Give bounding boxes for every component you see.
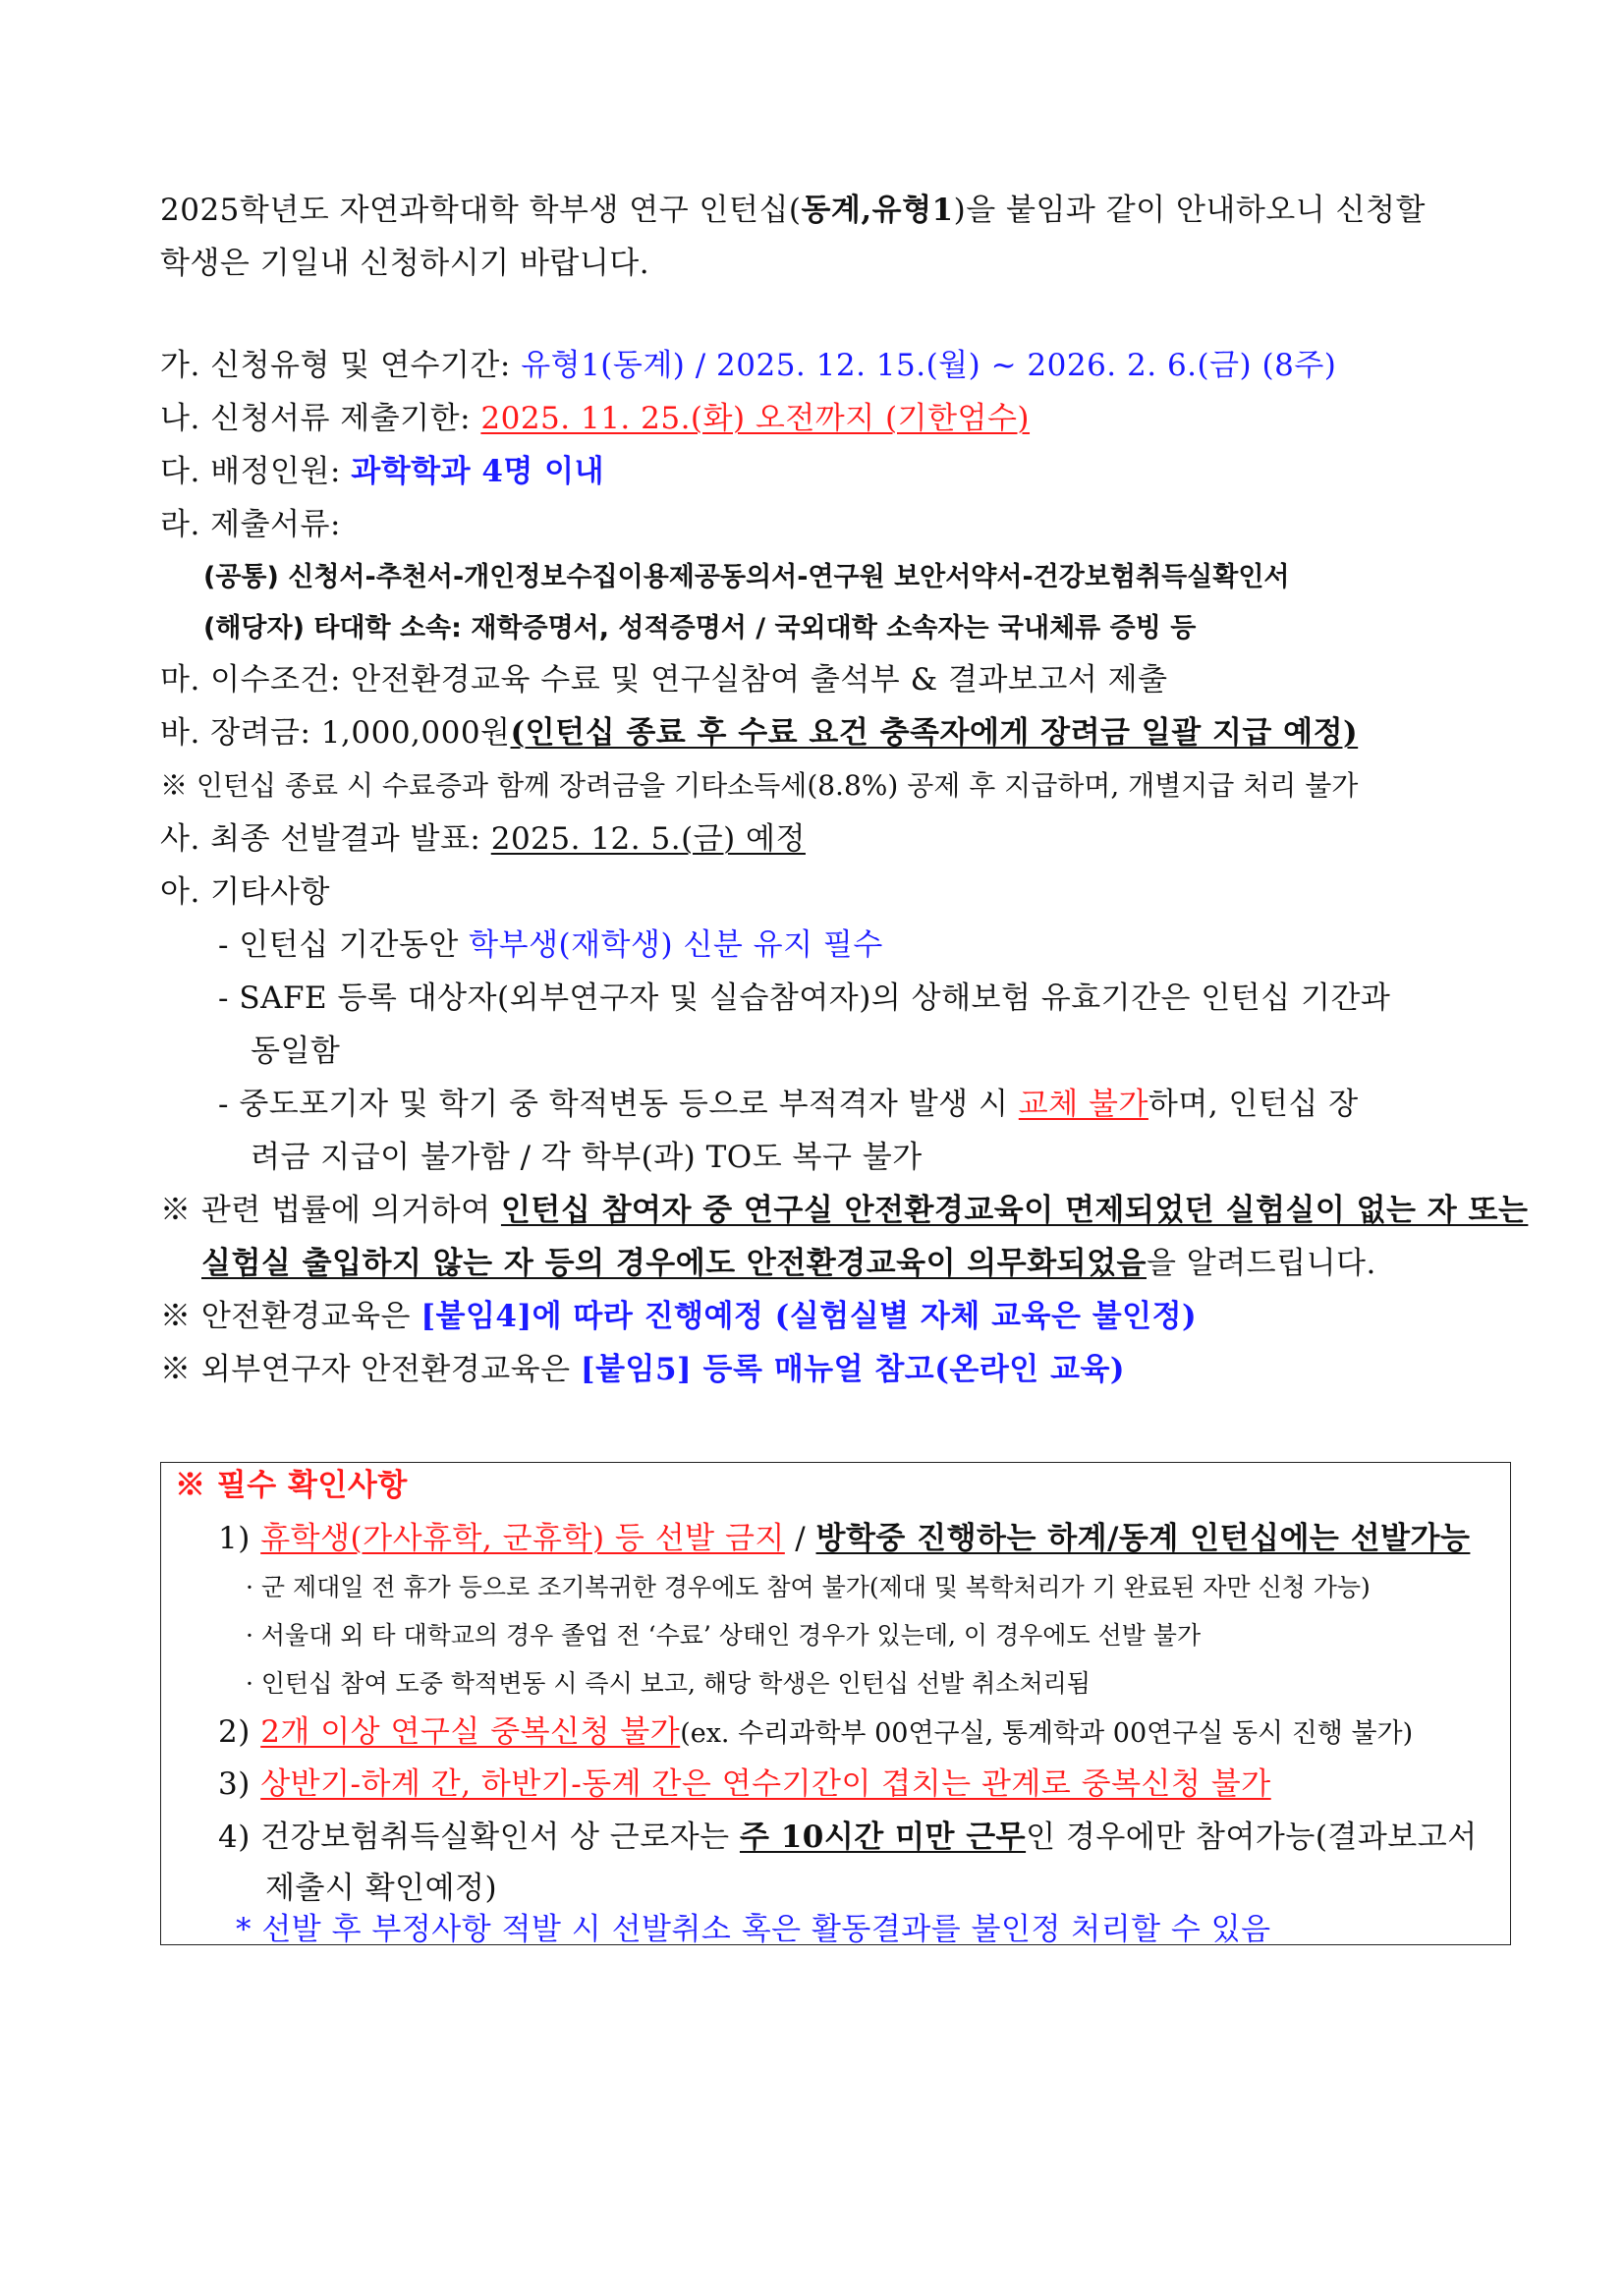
- item-text: /: [784, 1521, 816, 1556]
- item-value: 유형1(동계) / 2025. 12. 15.(월) ~ 2026. 2. 6.(금) (8주): [521, 348, 1337, 383]
- note-text: ※ 관련 법률에 의거하여: [160, 1193, 501, 1228]
- note-text: ※ 외부연구자 안전환경교육은: [160, 1352, 581, 1387]
- ra-applicable-docs: (해당자) 타대학 소속: 재학증명서, 성적증명서 / 국외대학 소속자는 국내체류 증빙 등: [203, 613, 1197, 644]
- note-emphasis: 인턴십 참여자 중 연구실 안전환경교육이 면제되었던 실험실이 없는 자 또는: [500, 1193, 1529, 1228]
- intro-type-emphasis: 동계,유형1: [801, 193, 954, 228]
- note-ba: ※ 인턴십 종료 시 수료증과 함께 장려금을 기타소득세(8.8%) 공제 후 지급하며, 개별지급 처리 불가: [160, 769, 1359, 802]
- item-a-sub3-cont: 려금 지급이 불가함 / 각 학부(과) TO도 복구 불가: [251, 1140, 923, 1175]
- note-external: [160, 1350, 1125, 1389]
- note-emphasis: 실험실 출입하지 않는 자 등의 경우에도 안전환경교육이 의무화되었음: [201, 1246, 1147, 1281]
- note-law: [160, 1191, 1528, 1230]
- checklist-item-4: [218, 1818, 1478, 1857]
- item-text: (ex. 수리과학부 00연구실, 통계학과 00연구실 동시 진행 불가): [680, 1718, 1414, 1749]
- note-text: ※ 안전환경교육은: [160, 1299, 421, 1334]
- item-emphasis: 2개 이상 연구실 중복신청 불가: [260, 1714, 681, 1750]
- item-ma: 마. 이수조건: 안전환경교육 수료 및 연구실참여 출석부 & 결과보고서 제출: [160, 662, 1168, 698]
- note-emphasis: [붙임4]에 따라 진행예정 (실험실별 자체 교육은 불인정): [420, 1299, 1198, 1334]
- item-number: 3): [218, 1766, 251, 1802]
- checklist-item-3: [218, 1764, 1271, 1804]
- item-value: (인턴십 종료 후 수료 요건 충족자에게 장려금 일괄 지급 예정): [510, 715, 1359, 751]
- item-text: - 중도포기자 및 학기 중 학적변동 등으로 부적격자 발생 시: [218, 1087, 1019, 1122]
- item-ra: 라. 제출서류:: [160, 507, 341, 542]
- item-label: 나. 신청서류 제출기한:: [160, 401, 481, 436]
- item-value: 2025. 12. 5.(금) 예정: [490, 821, 806, 857]
- item-label: 다. 배정인원:: [160, 454, 352, 489]
- item-number: 1): [218, 1521, 251, 1556]
- item-value: 과학학과 4명 이내: [351, 454, 605, 489]
- item-ga: [160, 346, 1336, 385]
- item-a-sub1: [218, 925, 883, 965]
- item-value: 학부생(재학생) 신분 유지 필수: [469, 927, 883, 963]
- item-value: 교체 불가: [1018, 1087, 1148, 1122]
- item-emphasis: 방학중 진행하는 하계/동계 인턴십에는 선발가능: [815, 1521, 1471, 1556]
- item-emphasis: 주 10시간 미만 근무: [739, 1820, 1027, 1855]
- item-da: [160, 452, 604, 491]
- note-emphasis: [붙임5] 등록 매뉴얼 참고(온라인 교육): [580, 1352, 1126, 1387]
- intro-line-2: 학생은 기일내 신청하시기 바랍니다.: [160, 246, 650, 281]
- item-text: 하며, 인턴십 장: [1148, 1087, 1359, 1122]
- checklist-item-1: [218, 1519, 1470, 1558]
- note-safety: [160, 1297, 1197, 1336]
- checklist-title: ※ 필수 확인사항: [175, 1468, 408, 1503]
- item-a-sub2: - SAFE 등록 대상자(외부연구자 및 실습참여자)의 상해보험 유효기간은 인턴십 기간과: [218, 980, 1391, 1016]
- item-ba: [160, 713, 1358, 753]
- intro-text: 2025학년도 자연과학대학 학부생 연구 인턴십(: [160, 193, 802, 228]
- item-number: 4): [218, 1820, 251, 1855]
- checklist-item-4-cont: 제출시 확인예정): [265, 1871, 498, 1906]
- item-label: 바. 장려금: 1,000,000원: [160, 715, 511, 751]
- checklist-item-2: [218, 1712, 1413, 1754]
- item-a-sub3: [218, 1085, 1359, 1124]
- item-emphasis: 상반기-하계 간, 하반기-동계 간은 연수기간이 겹치는 관계로 중복신청 불가: [260, 1766, 1271, 1802]
- item-text: - 인턴십 기간동안: [218, 927, 470, 963]
- checklist-star-note: * 선발 후 부정사항 적발 시 선발취소 혹은 활동결과를 불인정 처리할 수 있음: [236, 1912, 1271, 1947]
- ra-common-docs: (공통) 신청서-추천서-개인정보수집이용제공동의서-연구원 보안서약서-건강보험취득실확인서: [203, 562, 1290, 592]
- item-a: 아. 기타사항: [160, 874, 330, 910]
- item-a-sub2-cont: 동일함: [251, 1034, 341, 1069]
- item-text: 인 경우에만 참여가능(결과보고서: [1026, 1820, 1478, 1855]
- deadline-value: 2025. 11. 25.(화) 오전까지 (기한엄수): [480, 401, 1031, 436]
- item-number: 2): [218, 1714, 251, 1750]
- intro-line-1: [160, 191, 1426, 230]
- item-text: 건강보험취득실확인서 상 근로자는: [260, 1820, 740, 1855]
- checklist-bullet: · 인턴십 참여 도중 학적변동 시 즉시 보고, 해당 학생은 인턴십 선발 취소처리됨: [246, 1669, 1091, 1698]
- checklist-bullet: · 서울대 외 타 대학교의 경우 졸업 전 ‘수료’ 상태인 경우가 있는데, 이 경우에도 선발 불가: [246, 1621, 1202, 1650]
- item-emphasis: 휴학생(가사휴학, 군휴학) 등 선발 금지: [260, 1521, 785, 1556]
- intro-text: )을 붙임과 같이 안내하오니 신청할: [953, 193, 1426, 228]
- item-na: [160, 399, 1030, 438]
- item-sa: [160, 819, 806, 859]
- note-law-cont: [201, 1244, 1376, 1283]
- checklist-bullet: · 군 제대일 전 휴가 등으로 조기복귀한 경우에도 참여 불가(제대 및 복학처리가 기 완료된 자만 신청 가능): [246, 1573, 1371, 1601]
- item-label: 사. 최종 선발결과 발표:: [160, 821, 491, 857]
- note-text: 을 알려드립니다.: [1146, 1246, 1376, 1281]
- item-label: 가. 신청유형 및 연수기간:: [160, 348, 522, 383]
